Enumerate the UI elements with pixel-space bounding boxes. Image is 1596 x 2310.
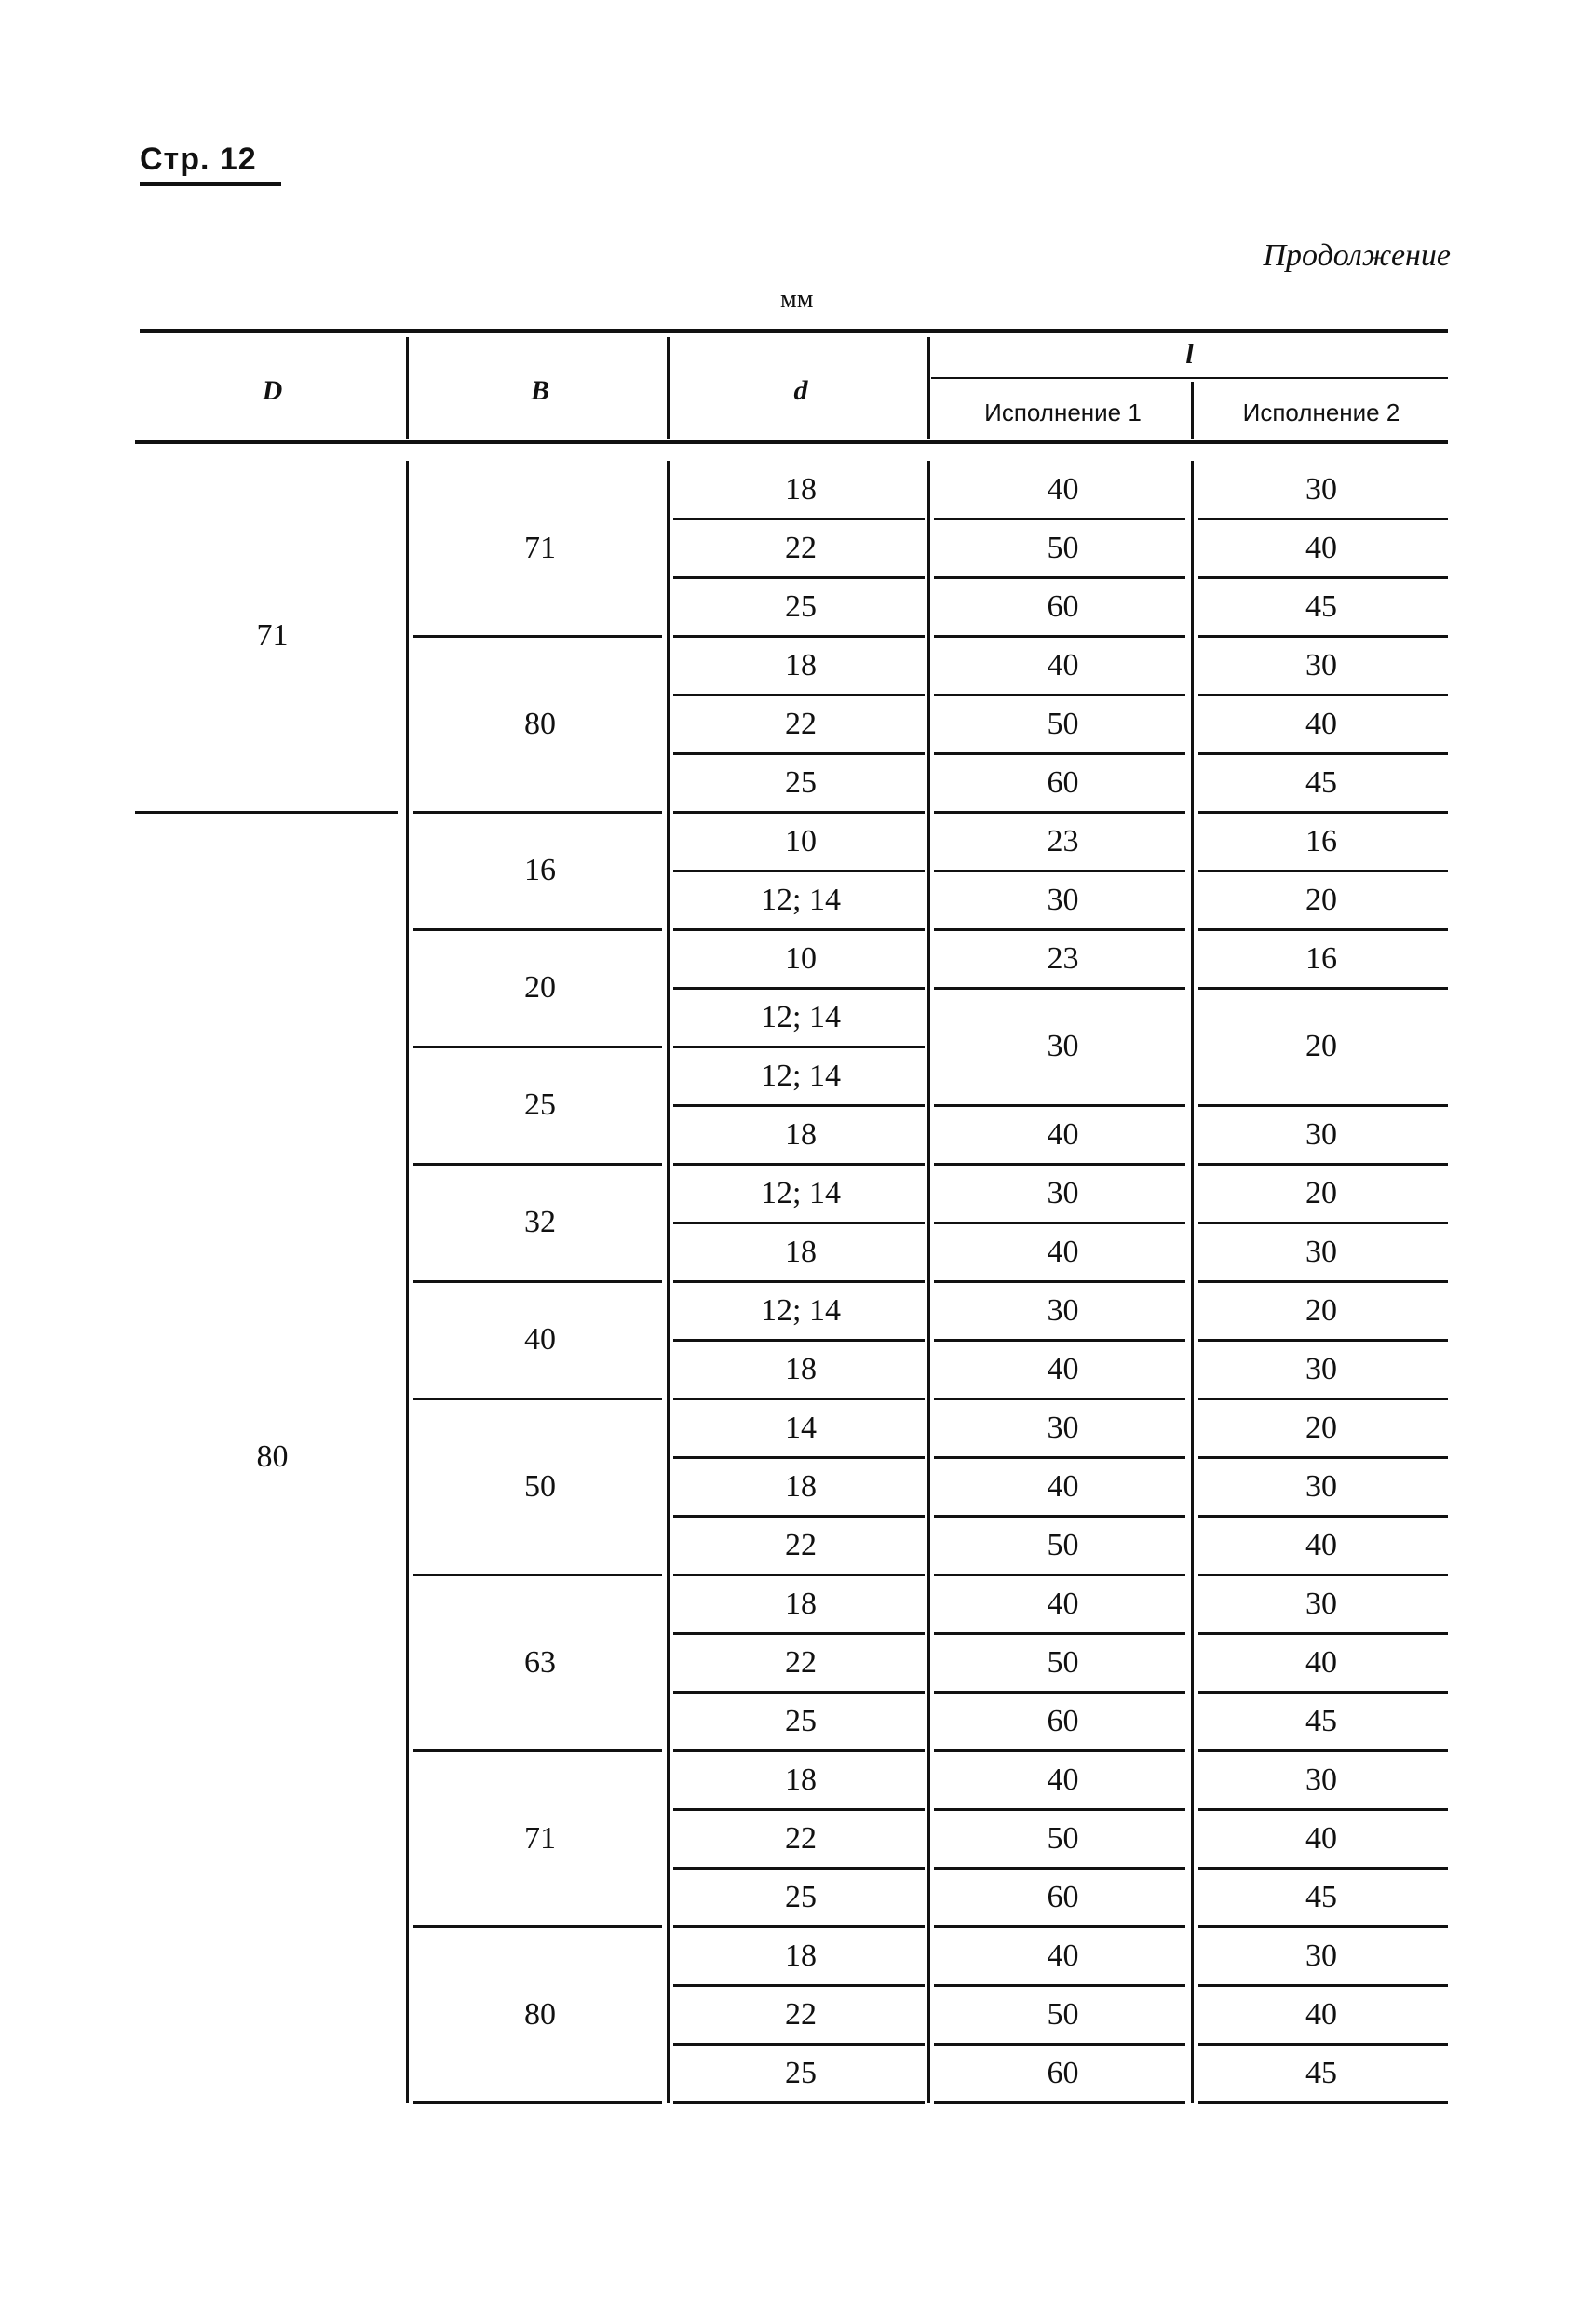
- d-cell: 14: [785, 1410, 817, 1445]
- header-exec1: Исполнение 1: [984, 399, 1142, 426]
- exec2-cell: 45: [1305, 588, 1337, 624]
- b-cell: 32: [524, 1205, 556, 1239]
- b-cell: 25: [524, 1087, 556, 1122]
- exec2-cell: 20: [1305, 1292, 1337, 1328]
- row-rule: [934, 1104, 1185, 1107]
- row-rule: [934, 2043, 1185, 2046]
- exec1-cell: 50: [1047, 530, 1079, 565]
- b-cell: 16: [524, 853, 556, 887]
- d-cell: 22: [785, 1644, 817, 1680]
- row-rule: [1198, 752, 1448, 755]
- d-cell: 25: [785, 1879, 817, 1914]
- exec1-cell: 60: [1047, 588, 1079, 624]
- block-rule: [413, 635, 662, 638]
- continuation-label: Продолжение: [1263, 238, 1451, 273]
- exec2-cell: 30: [1305, 1468, 1337, 1504]
- d-cell: 12; 14: [761, 1292, 841, 1328]
- d-cell: 22: [785, 706, 817, 741]
- row-rule: [673, 811, 925, 814]
- row-rule: [1198, 694, 1448, 696]
- row-rule: [934, 1632, 1185, 1635]
- exec1-cell: 40: [1047, 1234, 1079, 1269]
- block-rule: [413, 1280, 662, 1283]
- row-rule: [1198, 1339, 1448, 1342]
- exec1-cell: 40: [1047, 1762, 1079, 1797]
- d-group-cell: 80: [256, 1439, 289, 1474]
- exec2-cell: 40: [1305, 1644, 1337, 1680]
- exec2-cell: 20: [1305, 1410, 1337, 1445]
- row-rule: [1198, 1867, 1448, 1870]
- row-rule: [1198, 1632, 1448, 1635]
- b-cell: 50: [524, 1468, 556, 1504]
- exec1-cell: 40: [1047, 1116, 1079, 1152]
- row-rule: [934, 1984, 1185, 1987]
- d-cell: 12; 14: [761, 1175, 841, 1210]
- row-rule: [673, 1632, 925, 1635]
- row-rule: [673, 928, 925, 931]
- exec2-cell: 30: [1305, 1351, 1337, 1386]
- exec2-cell: 30: [1305, 1586, 1337, 1621]
- units-label: мм: [780, 285, 814, 314]
- d-cell: 18: [785, 1586, 817, 1621]
- row-rule: [1198, 1515, 1448, 1518]
- exec1-cell: 30: [1047, 1410, 1079, 1445]
- row-rule: [673, 1867, 925, 1870]
- block-rule: [413, 811, 662, 814]
- exec1-cell: 40: [1047, 1586, 1079, 1621]
- row-rule: [673, 1984, 925, 1987]
- row-rule: [934, 928, 1185, 931]
- b-cell: 63: [524, 1644, 556, 1680]
- exec2-cell: 30: [1305, 471, 1337, 507]
- row-rule: [934, 1280, 1185, 1283]
- row-rule: [934, 1398, 1185, 1400]
- row-rule: [1198, 1808, 1448, 1811]
- column-divider: [927, 461, 930, 2103]
- d-cell: 18: [785, 1938, 817, 1973]
- exec2-cell: 30: [1305, 1234, 1337, 1269]
- block-rule: [413, 1163, 662, 1166]
- row-rule: [673, 1398, 925, 1400]
- row-rule: [1198, 1398, 1448, 1400]
- header-divider: [1191, 382, 1194, 439]
- header-l-rule: [931, 377, 1448, 379]
- exec1-cell: 50: [1047, 1996, 1079, 2032]
- row-rule: [1198, 928, 1448, 931]
- row-rule: [934, 576, 1185, 579]
- exec1-cell: 40: [1047, 647, 1079, 682]
- exec2-cell: 40: [1305, 1996, 1337, 2032]
- b-cell: 71: [524, 1820, 556, 1856]
- exec2-cell: 45: [1305, 2055, 1337, 2090]
- row-rule: [934, 518, 1185, 520]
- exec1-cell: 50: [1047, 706, 1079, 741]
- block-rule: [413, 1925, 662, 1928]
- row-rule: [1198, 870, 1448, 872]
- b-cell: 40: [524, 1322, 556, 1357]
- exec2-cell: 40: [1305, 1820, 1337, 1856]
- block-rule: [413, 1574, 662, 1576]
- exec2-cell: 30: [1305, 647, 1337, 682]
- row-rule: [673, 1808, 925, 1811]
- exec1-cell: 30: [1047, 1029, 1079, 1063]
- column-divider: [406, 461, 409, 2103]
- row-rule: [1198, 518, 1448, 520]
- row-rule: [934, 694, 1185, 696]
- d-cell: 22: [785, 1820, 817, 1856]
- exec2-cell: 40: [1305, 530, 1337, 565]
- exec1-cell: 23: [1047, 940, 1079, 976]
- row-rule: [934, 987, 1185, 990]
- group-rule: [135, 811, 398, 814]
- row-rule: [934, 1749, 1185, 1752]
- row-rule: [934, 1515, 1185, 1518]
- d-cell: 18: [785, 647, 817, 682]
- row-rule: [673, 1046, 925, 1048]
- table-top-rule: [140, 329, 1448, 333]
- b-cell: 80: [524, 706, 556, 741]
- d-cell: 22: [785, 1996, 817, 2032]
- exec2-cell: 20: [1305, 1029, 1337, 1063]
- row-rule: [673, 1280, 925, 1283]
- row-rule: [673, 1515, 925, 1518]
- block-rule: [413, 928, 662, 931]
- row-rule: [934, 1339, 1185, 1342]
- exec2-cell: 20: [1305, 882, 1337, 917]
- row-rule: [673, 2043, 925, 2046]
- row-rule: [673, 694, 925, 696]
- row-rule: [1198, 1749, 1448, 1752]
- row-rule: [934, 1222, 1185, 1224]
- header-d: d: [793, 375, 808, 406]
- row-rule: [1198, 1691, 1448, 1694]
- exec2-cell: 40: [1305, 1527, 1337, 1562]
- exec2-cell: 45: [1305, 764, 1337, 800]
- header-D: D: [262, 375, 283, 406]
- exec1-cell: 40: [1047, 1938, 1079, 1973]
- row-rule: [673, 1456, 925, 1459]
- exec1-cell: 40: [1047, 471, 1079, 507]
- exec2-cell: 30: [1305, 1116, 1337, 1152]
- d-cell: 12; 14: [761, 882, 841, 917]
- row-rule: [934, 1574, 1185, 1576]
- d-cell: 18: [785, 471, 817, 507]
- d-cell: 25: [785, 1703, 817, 1738]
- b-cell: 80: [524, 1996, 556, 2032]
- row-rule: [673, 1925, 925, 1928]
- row-rule: [1198, 1925, 1448, 1928]
- block-rule: [413, 1046, 662, 1048]
- page-number: Стр. 12: [140, 142, 281, 186]
- d-cell: 18: [785, 1234, 817, 1269]
- row-rule: [934, 1691, 1185, 1694]
- d-group-cell: 71: [256, 618, 289, 653]
- row-rule: [1198, 1456, 1448, 1459]
- row-rule: [934, 1456, 1185, 1459]
- d-cell: 25: [785, 588, 817, 624]
- row-rule: [934, 1808, 1185, 1811]
- exec1-cell: 50: [1047, 1820, 1079, 1856]
- exec1-cell: 50: [1047, 1527, 1079, 1562]
- row-rule: [673, 1574, 925, 1576]
- header-divider: [927, 337, 930, 439]
- exec2-cell: 40: [1305, 706, 1337, 741]
- d-cell: 18: [785, 1116, 817, 1152]
- row-rule: [673, 752, 925, 755]
- exec1-cell: 60: [1047, 1879, 1079, 1914]
- header-l: l: [1185, 339, 1194, 370]
- exec2-cell: 16: [1305, 823, 1337, 858]
- block-rule: [413, 1749, 662, 1752]
- exec1-cell: 60: [1047, 1703, 1079, 1738]
- exec1-cell: 60: [1047, 2055, 1079, 2090]
- row-rule: [1198, 1222, 1448, 1224]
- row-rule: [1198, 1984, 1448, 1987]
- row-rule: [673, 1104, 925, 1107]
- d-cell: 22: [785, 1527, 817, 1562]
- row-rule: [934, 1867, 1185, 1870]
- exec2-cell: 45: [1305, 1703, 1337, 1738]
- exec1-cell: 30: [1047, 882, 1079, 917]
- exec1-cell: 60: [1047, 764, 1079, 800]
- row-rule: [934, 752, 1185, 755]
- row-rule: [673, 576, 925, 579]
- row-rule: [1198, 1163, 1448, 1166]
- row-rule: [1198, 576, 1448, 579]
- exec1-cell: 50: [1047, 1644, 1079, 1680]
- header-bottom-rule: [135, 440, 1448, 444]
- column-divider: [667, 461, 670, 2103]
- row-rule: [673, 2101, 925, 2104]
- exec1-cell: 30: [1047, 1175, 1079, 1210]
- header-divider: [406, 337, 409, 439]
- row-rule: [673, 987, 925, 990]
- row-rule: [934, 811, 1185, 814]
- header-exec2: Исполнение 2: [1242, 399, 1400, 426]
- header-divider: [667, 337, 670, 439]
- column-divider: [1191, 461, 1194, 2103]
- row-rule: [1198, 2043, 1448, 2046]
- row-rule: [934, 635, 1185, 638]
- exec2-cell: 45: [1305, 1879, 1337, 1914]
- row-rule: [1198, 1574, 1448, 1576]
- exec2-cell: 30: [1305, 1938, 1337, 1973]
- d-cell: 18: [785, 1351, 817, 1386]
- row-rule: [934, 870, 1185, 872]
- d-cell: 12; 14: [761, 999, 841, 1034]
- exec2-cell: 20: [1305, 1175, 1337, 1210]
- row-rule: [1198, 2101, 1448, 2104]
- row-rule: [934, 1163, 1185, 1166]
- row-rule: [1198, 987, 1448, 990]
- row-rule: [673, 1163, 925, 1166]
- block-rule: [413, 1398, 662, 1400]
- row-rule: [1198, 635, 1448, 638]
- d-cell: 10: [785, 940, 817, 976]
- row-rule: [934, 2101, 1185, 2104]
- exec1-cell: 40: [1047, 1468, 1079, 1504]
- row-rule: [673, 1749, 925, 1752]
- d-cell: 25: [785, 2055, 817, 2090]
- row-rule: [1198, 1280, 1448, 1283]
- row-rule: [673, 1222, 925, 1224]
- exec1-cell: 30: [1047, 1292, 1079, 1328]
- b-cell: 71: [524, 530, 556, 565]
- exec2-cell: 30: [1305, 1762, 1337, 1797]
- header-B: B: [530, 375, 549, 406]
- row-rule: [673, 1691, 925, 1694]
- d-cell: 18: [785, 1762, 817, 1797]
- exec1-cell: 40: [1047, 1351, 1079, 1386]
- row-rule: [1198, 1104, 1448, 1107]
- row-rule: [673, 518, 925, 520]
- d-cell: 12; 14: [761, 1058, 841, 1093]
- row-rule: [1198, 811, 1448, 814]
- row-rule: [934, 1925, 1185, 1928]
- d-cell: 10: [785, 823, 817, 858]
- d-cell: 25: [785, 764, 817, 800]
- b-cell: 20: [524, 970, 556, 1005]
- row-rule: [673, 635, 925, 638]
- exec1-cell: 23: [1047, 823, 1079, 858]
- d-cell: 18: [785, 1468, 817, 1504]
- row-rule: [673, 1339, 925, 1342]
- exec2-cell: 16: [1305, 940, 1337, 976]
- row-rule: [673, 870, 925, 872]
- block-rule: [413, 2101, 662, 2104]
- d-cell: 22: [785, 530, 817, 565]
